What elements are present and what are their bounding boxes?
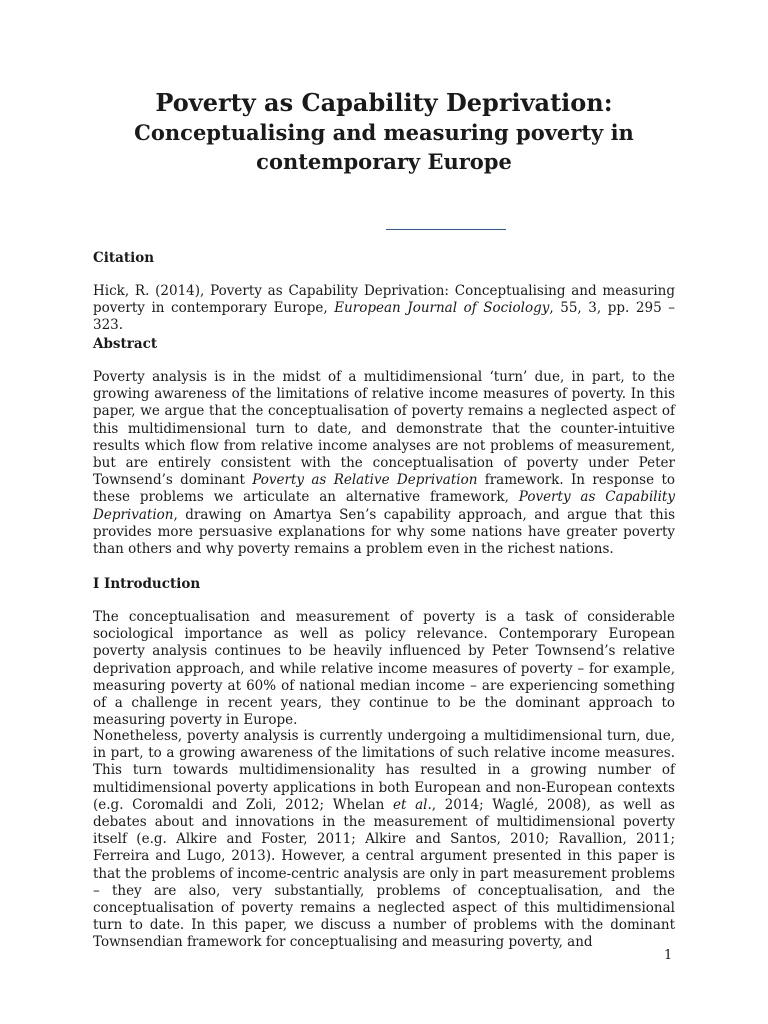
introduction-heading: I Introduction — [93, 576, 201, 592]
citation-text-start: Hick, R. (2014), Poverty as Capability Deprivation: Conceptualising and measuring poverty in contemporary Europe, — [93, 283, 675, 317]
citation-text-end: , 55, 3, pp. 295 – 323. — [93, 300, 675, 334]
abstract-part-1: Poverty analysis is in the midst of a multidimensional ‘turn’ due, in part, to the growing awareness of the limitations of relative income measures of poverty. In this paper, we argue that the conceptualisation of poverty remains a neglected aspect of this multidimensional turn to date, and demonstrate that the counter-intuitive results which flow from relative income analyses are not problems of measurement, but are entirely consistent with the conceptualisation of poverty under Peter Townsend’s dominant — [93, 369, 675, 489]
hyperlink-underline[interactable] — [386, 229, 506, 230]
citation-journal: European Journal of Sociology — [334, 300, 550, 317]
abstract-part-2: framework. In response to these problems we articulate an alternative framework, — [93, 472, 675, 506]
citation-text — [93, 283, 675, 335]
title-line-2: Conceptualising and measuring poverty in — [134, 120, 634, 145]
title-line-3: contemporary Europe — [256, 149, 512, 174]
abstract-italic-1: Poverty as Relative Deprivation — [252, 472, 478, 489]
abstract-part-3: , drawing on Amartya Sen’s capability approach, and argue that this provides more persuasive explanations for why some nations have greater poverty than others and why poverty remains a problem even in the richest nations. — [93, 506, 675, 558]
introduction-paragraph-1: The conceptualisation and measurement of poverty is a task of considerable sociological importance as well as policy relevance. Contemporary European poverty analysis continues to be heavily influenced by Peter Townsend’s relative deprivation approach, and while relative income measures of poverty – for example, measuring poverty at 60% of national median income – are experiencing something of a challenge in recent years, they continue to be the dominant approach to measuring poverty in Europe. — [93, 609, 675, 729]
introduction-paragraph-2 — [93, 728, 675, 952]
abstract-italic-2: Poverty as Capability Deprivation — [93, 489, 675, 523]
intro-para2-start: Nonetheless, poverty analysis is currently undergoing a multidimensional turn, due, in part, to a growing awareness of the limitations of such relative income measures. This turn towards multidimensionality has resulted in a growing number of multidimensional poverty applications in both European and non-European contexts (e.g. Coromaldi and Zoli, 2012; Whelan — [93, 728, 675, 813]
intro-para2-end: , 2014; Waglé, 2008), as well as debates about and innovations in the measurement of multidimensional poverty itself (e.g. Alkire and Foster, 2011; Alkire and Santos, 2010; Ravallion, 2011; Ferreira and Lugo, 2013). However, a central argument presented in this paper is that the problems of income-centric analysis are only in part measurement problems – they are also, very substantially, problems of conceptualisation, and the conceptualisation of poverty remains a neglected aspect of this multidimensional turn to date. In this paper, we discuss a number of problems with the dominant Townsendian framework for conceptualising and measuring poverty, and — [93, 796, 675, 951]
abstract-heading: Abstract — [93, 336, 158, 352]
intro-para2-italic: et al. — [393, 796, 432, 813]
page-number: 1 — [664, 948, 673, 963]
citation-heading: Citation — [93, 250, 155, 266]
title-line-1: Poverty as Capability Deprivation: — [155, 88, 613, 117]
abstract-text — [93, 369, 675, 558]
